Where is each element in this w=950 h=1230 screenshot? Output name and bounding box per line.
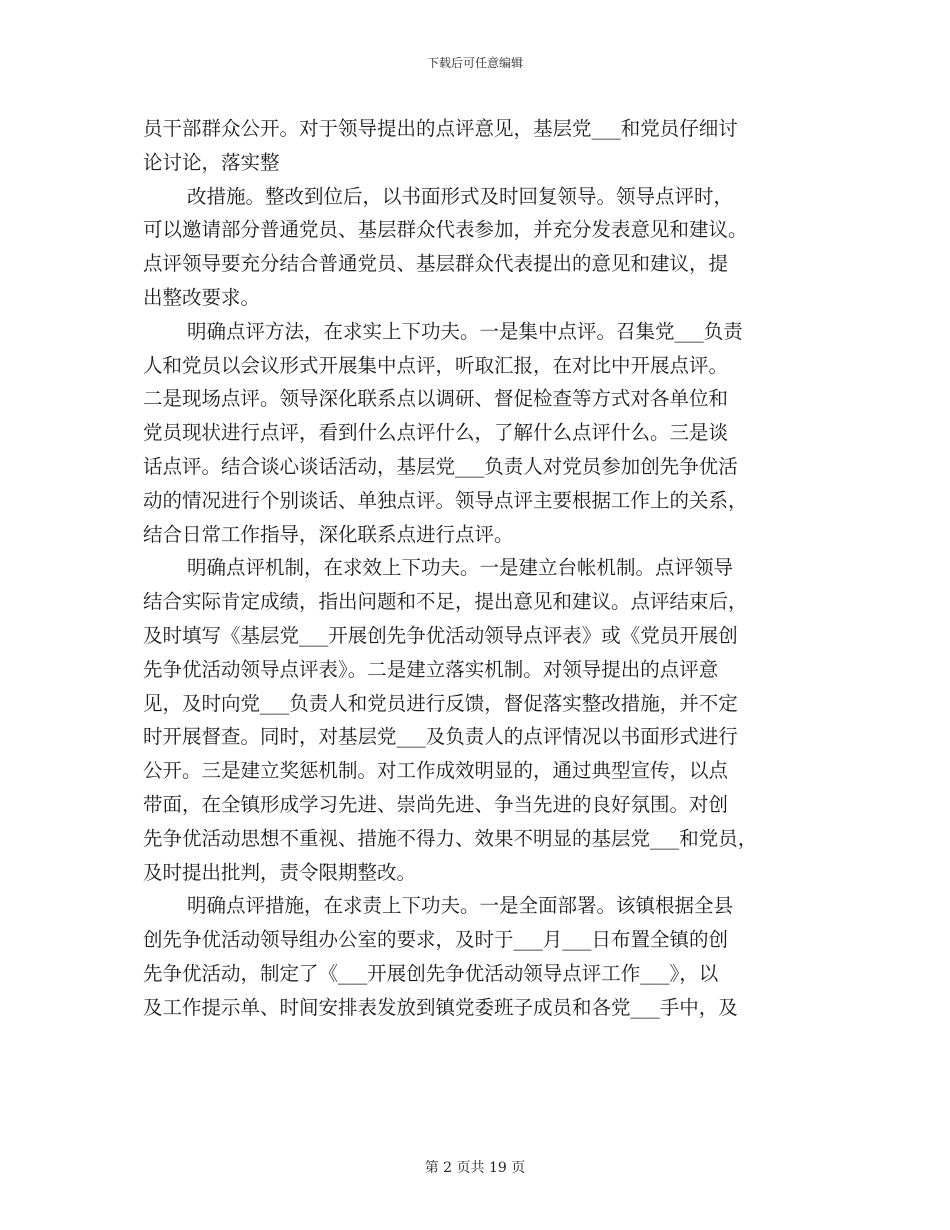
text-line: 员干部群众公开。对于领导提出的点评意见，基层党___和党员仔细讨 xyxy=(143,117,738,140)
text-line: 出整改要求。 xyxy=(143,285,261,309)
text-line: 见，及时向党___负责人和党员进行反馈，督促落实整改措施，并不定 xyxy=(143,691,738,715)
text-line: 及工作提示单、时间安排表发放到镇党委班子成员和各党___手中，及 xyxy=(143,995,738,1019)
text-line: 带面，在全镇形成学习先进、崇尚先进、争当先进的良好氛围。对创 xyxy=(143,792,729,816)
page-header: 下载后可任意编辑 xyxy=(426,56,523,70)
text-line: 先争优活动，制定了《___开展创先争优活动领导点评工作___》，以 xyxy=(143,961,719,985)
text-line: 先争优活动领导点评表》。二是建立落实机制。对领导提出的点评意 xyxy=(143,657,719,681)
text-line: 二是现场点评。领导深化联系点以调研、督促检查等方式对各单位和 xyxy=(143,387,729,411)
text-line: 创先争优活动领导组办公室的要求，及时于___月___日布置全镇的创 xyxy=(143,928,729,952)
text-line: 改措施。整改到位后，以书面形式及时回复领导。领导点评时， xyxy=(187,184,734,208)
text-line: 话点评。结合谈心谈话活动，基层党___负责人对党员参加创先争优活 xyxy=(143,454,738,478)
text-line: 动的情况进行个别谈话、单独点评。领导点评主要根据工作上的关系， xyxy=(143,488,748,512)
text-line: 点评领导要充分结合普通党员、基层群众代表提出的意见和建议，提 xyxy=(143,252,729,276)
document-body xyxy=(143,112,815,1025)
text-line: 论讨论，落实整 xyxy=(143,150,280,174)
text-line: 结合实际肯定成绩，指出问题和不足，提出意见和建议。点评结束后， xyxy=(143,590,748,614)
text-line: 明确点评方法，在求实上下功夫。一是集中点评。召集党___负责 xyxy=(187,319,743,343)
text-line: 先争优活动思想不重视、措施不得力、效果不明显的基层党___和党员， xyxy=(143,826,758,850)
text-line: 结合日常工作指导，深化联系点进行点评。 xyxy=(143,522,514,546)
text-line: 明确点评机制，在求效上下功夫。一是建立台帐机制。点评领导 xyxy=(187,556,734,580)
text-line: 人和党员以会议形式开展集中点评，听取汇报，在对比中开展点评。 xyxy=(143,353,729,377)
page-footer: 第 2 页共 19 页 xyxy=(424,1160,526,1176)
text-line: 时开展督查。同时，对基层党___及负责人的点评情况以书面形式进行 xyxy=(143,725,738,749)
text-line: 公开。三是建立奖惩机制。对工作成效明显的，通过典型宣传，以点 xyxy=(143,759,729,783)
text-line: 及时填写《基层党___开展创先争优活动领导点评表》或《党员开展创 xyxy=(143,623,738,647)
text-line: 可以邀请部分普通党员、基层群众代表参加，并充分发表意见和建议。 xyxy=(143,218,748,242)
text-line: 明确点评措施，在求责上下功夫。一是全面部署。该镇根据全县 xyxy=(187,894,734,918)
text-line: 及时提出批判，责令限期整改。 xyxy=(143,860,417,884)
text-line: 党员现状进行点评，看到什么点评什么，了解什么点评什么。三是谈 xyxy=(143,421,729,445)
